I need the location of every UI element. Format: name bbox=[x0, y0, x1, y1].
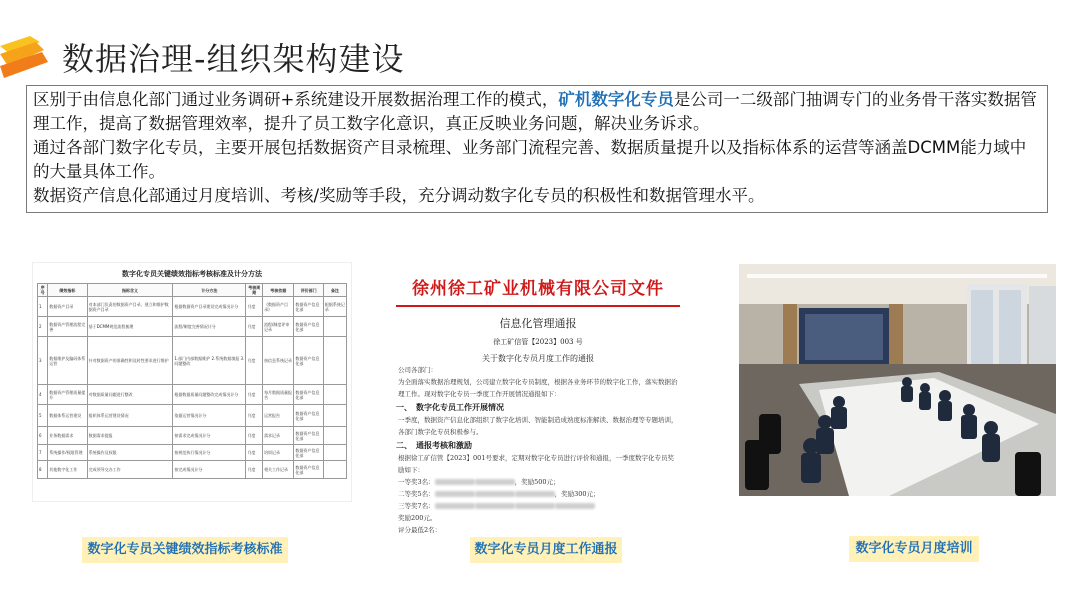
kpi-table bbox=[37, 283, 347, 479]
table-cell: 5 bbox=[38, 405, 48, 427]
table-cell: 按信息系统记录 bbox=[263, 337, 294, 385]
notice-last-line: 评分最低2名： bbox=[398, 525, 442, 534]
table-cell: 每月数据质量报告 bbox=[263, 385, 294, 405]
redacted-names bbox=[475, 503, 515, 509]
table-cell: 完成领导交办工作 bbox=[87, 461, 173, 479]
table-cell: 数据资产信息化部 bbox=[294, 317, 323, 337]
kpi-table-header-cell: 考核依据 bbox=[263, 284, 294, 297]
notice-prize-3: 三等奖7名： bbox=[388, 500, 688, 512]
training-room-image bbox=[739, 264, 1056, 496]
table-row bbox=[38, 317, 347, 337]
monthly-notice-document bbox=[388, 262, 688, 582]
table-cell: 1 bbox=[38, 297, 48, 317]
table-cell: 数据资产管理质量提升 bbox=[48, 385, 87, 405]
table-cell: 月度 bbox=[246, 317, 263, 337]
table-cell: 数据需求提报 bbox=[87, 427, 173, 445]
highlight-term: 矿机数字化专员 bbox=[558, 90, 674, 109]
redacted-names bbox=[475, 479, 515, 485]
monthly-training-label: 数字化专员月度培训 bbox=[849, 536, 979, 562]
table-cell: 运营报告 bbox=[263, 405, 294, 427]
table-cell: 3 bbox=[38, 337, 48, 385]
table-cell: 数据体系运营建设 bbox=[48, 405, 87, 427]
table-cell: 系统操作/权限管理 bbox=[48, 445, 87, 461]
kpi-standard-label: 数字化专员关键绩效指标考核标准 bbox=[82, 537, 288, 563]
training-photo bbox=[739, 264, 1056, 496]
table-cell bbox=[323, 405, 346, 427]
table-cell: 组织体系运营建设情况 bbox=[87, 405, 173, 427]
notice-red-divider bbox=[396, 305, 680, 307]
table-row bbox=[38, 297, 347, 317]
table-cell: 按规范执行情况计分 bbox=[173, 445, 246, 461]
notice-prize-2: 二等奖5名： ，奖励300元； bbox=[398, 489, 600, 498]
kpi-table-header bbox=[38, 284, 347, 297]
table-cell: 数据资产信息化部 bbox=[294, 461, 323, 479]
table-cell: 月度 bbox=[246, 337, 263, 385]
table-cell bbox=[323, 445, 346, 461]
title-decoration-icon bbox=[0, 36, 48, 80]
monthly-notice-label: 数字化专员月度工作通报 bbox=[470, 537, 622, 563]
table-cell: 《数据资产目录》 bbox=[263, 297, 294, 317]
page-title: 数据治理-组织架构建设 bbox=[62, 40, 405, 78]
table-cell: 根据数据质量问题整改完成情况计分 bbox=[173, 385, 246, 405]
table-cell bbox=[323, 427, 346, 445]
redacted-names bbox=[515, 503, 555, 509]
table-cell bbox=[323, 461, 346, 479]
table-cell: 数据资产信息化部 bbox=[294, 405, 323, 427]
table-cell: 系统操作及权限 bbox=[87, 445, 173, 461]
table-cell: 数据资产信息化部 bbox=[294, 445, 323, 461]
table-cell: 月度 bbox=[246, 427, 263, 445]
table-cell: 月度 bbox=[246, 445, 263, 461]
table-cell: 流程/制度完善情况计分 bbox=[173, 317, 246, 337]
kpi-table-document bbox=[32, 262, 352, 502]
redacted-names bbox=[435, 503, 475, 509]
table-cell: 业务数据需求 bbox=[48, 427, 87, 445]
notice-section-heading: 二、 通报考核和激励 bbox=[396, 439, 472, 450]
table-cell: 8 bbox=[38, 461, 48, 479]
kpi-table-header-cell: 计分方法 bbox=[173, 284, 246, 297]
kpi-table-header-cell: 绩效指标 bbox=[48, 284, 87, 297]
table-cell: 基于DCMM规范流程梳理 bbox=[87, 317, 173, 337]
kpi-table-header-cell: 序号 bbox=[38, 284, 48, 297]
notice-paragraph: 一季度，数据资产信息化部组织了数字化培训、智能制造成熟度标准解读、数据治理等专题培训，各部门数字化专员积极参与。 bbox=[398, 415, 678, 436]
kpi-table-title: 数字化专员关键绩效指标考核标准及计分方法 bbox=[122, 270, 262, 278]
notice-doc-title: 信息化管理通报 bbox=[499, 316, 577, 330]
table-cell: 4 bbox=[38, 385, 48, 405]
table-cell: 数据资产信息化部 bbox=[294, 385, 323, 405]
redacted-names bbox=[435, 491, 475, 497]
table-cell: 数据资产信息化部 bbox=[294, 297, 323, 317]
table-cell: 其他数字化工作 bbox=[48, 461, 87, 479]
table-cell bbox=[323, 317, 346, 337]
table-cell: 月度 bbox=[246, 297, 263, 317]
table-cell: 对数据质量问题进行整改 bbox=[87, 385, 173, 405]
notice-doc-number: 徐工矿信管【2023】003 号 bbox=[493, 337, 583, 346]
notice-company-header: 徐州徐工矿业机械有限公司文件 bbox=[412, 279, 664, 299]
table-cell: 培训记录 bbox=[263, 445, 294, 461]
table-cell: 月度 bbox=[246, 461, 263, 479]
table-cell: 数据资产信息化部 bbox=[294, 337, 323, 385]
table-cell: 按完成情况计分 bbox=[173, 461, 246, 479]
table-cell: 流程/制度评审记录 bbox=[263, 317, 294, 337]
table-cell: 根据数据资产目录建设完成情况计分 bbox=[173, 297, 246, 317]
table-cell: 1.部门内部数据维护 2.系统数据填报 3.问题整改 bbox=[173, 337, 246, 385]
table-cell bbox=[323, 385, 346, 405]
kpi-table-header-cell: 备注 bbox=[323, 284, 346, 297]
notice-paragraph: 为全面落实数据治理规划，公司建立数字化专员制度，根据各业务环节的数字化工作，落实数据治理工作。现对数字化专员一季度工作开展情况通报如下： bbox=[398, 377, 678, 398]
table-row bbox=[38, 461, 347, 479]
notice-prize-1: 一等奖3名： ，奖励500元； bbox=[398, 477, 560, 486]
redacted-names bbox=[435, 479, 475, 485]
notice-greeting: 公司各部门： bbox=[398, 365, 437, 374]
intro-paragraph-2: 通过各部门数字化专员，主要开展包括数据资产目录梳理、业务部门流程完善、数据质量提升以及指标体系的运营等涵盖DCMM能力域中的大量具体工作。 bbox=[33, 138, 1027, 181]
table-cell: 数据维护及编码体系运营 bbox=[48, 337, 87, 385]
table-cell bbox=[323, 337, 346, 385]
redacted-names bbox=[555, 503, 595, 509]
intro-paragraph-3: 数据资产信息化部通过月度培训、考核/奖励等手段，充分调动数字化专员的积极性和数据管理水平。 bbox=[33, 186, 765, 205]
table-cell: 对本部门负责的数据资产目录、建立和维护数据资产目录 bbox=[87, 297, 173, 317]
table-cell: 针对数据资产的准确性和及时性要求进行维护 bbox=[87, 337, 173, 385]
table-cell: 根据系统记录 bbox=[323, 297, 346, 317]
table-row bbox=[38, 385, 347, 405]
kpi-table-header-cell: 指标含义 bbox=[87, 284, 173, 297]
table-cell: 依据运营情况计分 bbox=[173, 405, 246, 427]
notice-prize-3-amount: 奖励200元。 bbox=[398, 513, 437, 522]
table-row bbox=[38, 445, 347, 461]
table-row bbox=[38, 405, 347, 427]
table-row bbox=[38, 337, 347, 385]
table-cell: 需求记录 bbox=[263, 427, 294, 445]
table-cell: 数据资产目录 bbox=[48, 297, 87, 317]
table-cell: 数据资产信息化部 bbox=[294, 427, 323, 445]
table-cell: 数据资产管理流程完善 bbox=[48, 317, 87, 337]
intro-paragraph-1: 区别于由信息化部门通过业务调研+系统建设开展数据治理工作的模式，矿机数字化专员是公司一二级部门抽调专门的业务骨干落实数据管理工作，提高了数据管理效率，提升了员工数字化意识，真正反映业务问题，解决业务诉求。 bbox=[33, 90, 1037, 133]
redacted-names bbox=[515, 491, 555, 497]
notice-paragraph: 根据徐工矿信管【2023】001号要求，定期对数字化专员进行评价和通报，一季度数字化专员奖励如下： bbox=[398, 453, 674, 474]
table-cell: 月度 bbox=[246, 405, 263, 427]
table-cell: 按需求完成情况计分 bbox=[173, 427, 246, 445]
table-cell: 2 bbox=[38, 317, 48, 337]
table-cell: 相关工作记录 bbox=[263, 461, 294, 479]
notice-subtitle: 关于数字化专员月度工作的通报 bbox=[482, 353, 594, 363]
table-cell: 6 bbox=[38, 427, 48, 445]
intro-textbox bbox=[26, 85, 1048, 213]
kpi-table-header-cell: 考核周期 bbox=[246, 284, 263, 297]
redacted-names bbox=[475, 491, 515, 497]
table-row bbox=[38, 427, 347, 445]
table-cell: 月度 bbox=[246, 385, 263, 405]
table-cell: 7 bbox=[38, 445, 48, 461]
kpi-table-header-cell: 评价部门 bbox=[294, 284, 323, 297]
notice-section-heading: 一、 数字化专员工作开展情况 bbox=[396, 401, 504, 412]
